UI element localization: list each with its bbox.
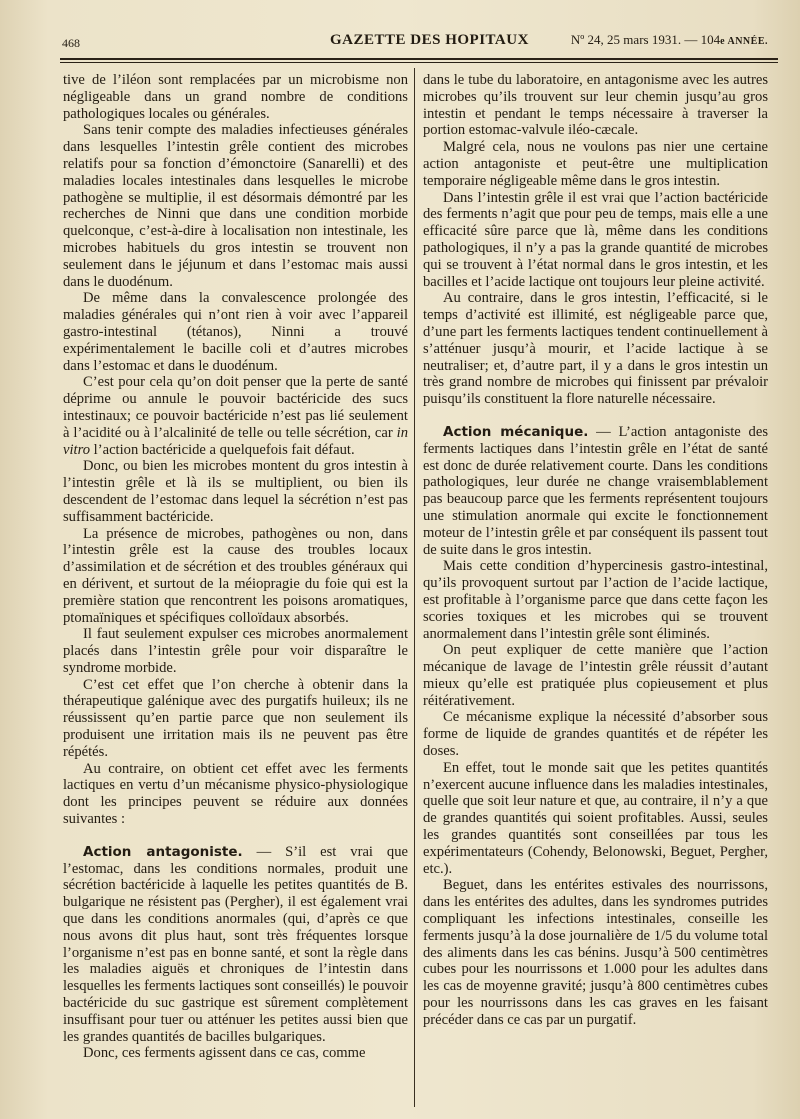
issue-info bbox=[571, 32, 768, 48]
paragraph: C’est cet effet que l’on cherche à obtenir dans la thérapeutique galénique avec des purgatifs huileux; ils ne réussissent qu’en partie parce que non seulement ils produisent une irritation mais ils ne peuvent pas être répétés. bbox=[63, 676, 408, 760]
issue-year-suffix: e ANNÉE. bbox=[720, 36, 768, 47]
issue-date: Nº 24, 25 mars 1931. — 104 bbox=[570, 32, 721, 47]
left-column bbox=[63, 72, 408, 1062]
header-rule-thin bbox=[60, 62, 778, 63]
section-paragraph bbox=[63, 844, 408, 1046]
header-rule-thick bbox=[60, 58, 778, 60]
paragraph: Donc, ou bien les microbes montent du gros intestin à l’intestin grêle et là ils se multiplient, ou bien ils descendent de l’estomac dans lequel la sécrétion n’est pas suffisamment bactéricide. bbox=[63, 458, 408, 525]
paragraph: Ce mécanisme explique la nécessité d’absorber sous forme de liquide de grandes quantités et de répéter les doses. bbox=[423, 709, 768, 760]
section-paragraph bbox=[423, 424, 768, 558]
page-number: 468 bbox=[62, 36, 80, 50]
right-column bbox=[423, 72, 768, 1029]
column-divider bbox=[414, 68, 415, 1107]
paragraph: tive de l’iléon sont remplacées par un microbisme non négligeable dans un grand nombre de conditions pathologiques locales ou générales. bbox=[63, 72, 408, 122]
paragraph: Sans tenir compte des maladies infectieuses générales dans lesquelles l’intestin grêle contient des microbes relatifs pour sa fonction d’émonctoire (Sanarelli) et des maladies locales intestinales dans lesquelles le microbe pathogène se multiplie, il est désormais démontré par les recherches de Ninni que dans une condition morbide quelconque, c’est-à-dire à localisation non intestinale, les microbes habituels du gros intestin se trouvent non seulement dans le jéjunum et dans l’estomac mais aussi dans le duodénum. bbox=[63, 122, 408, 290]
paragraph: Dans l’intestin grêle il est vrai que l’action bactéricide des ferments n’agit que pour peu de temps, mais elle a une efficacité sûre parce que là, même dans les conditions pathologiques, il n’y a pas la grande quantité de microbes qui se trouvent à l’état normal dans le gros intestin, et les bacilles et l’acide lactique ont toujours leur pleine activité. bbox=[423, 189, 768, 290]
paragraph: De même dans la convalescence prolongée des maladies générales qui n’ont rien à voir avec l’appareil gastro-intestinal (tétanos), Ninni a trouvé expérimentalement le bacille coli et d’autres microbes dans l’estomac et dans le duodénum. bbox=[63, 290, 408, 374]
paragraph: Il faut seulement expulser ces microbes anormalement placés dans l’intestin grêle pour voir disparaître le syndrome morbide. bbox=[63, 626, 408, 676]
paragraph: Mais cette condition d’hypercinesis gastro-intestinal, qu’ils provoquent surtout par l’action de l’acide lactique, est profitable à l’organisme parce que dans cette façon les scories toxiques et les microbes qui se trouvent anormalement dans l’intestin grêle sont éliminés. bbox=[423, 558, 768, 642]
italic-term: in vitro bbox=[63, 424, 408, 458]
paragraph: Malgré cela, nous ne voulons pas nier une certaine action antagoniste et peut-être une multiplication temporaire négligeable même dans le gros intestin. bbox=[423, 139, 768, 189]
paragraph: Au contraire, on obtient cet effet avec les ferments lactiques en vertu d’un mécanisme physico-physiologique dont les principes peuvent se réduire aux données suivantes : bbox=[63, 760, 408, 828]
section-title: Action antagoniste. bbox=[83, 843, 243, 860]
paragraph: Beguet, dans les entérites estivales des nourrissons, dans les entérites des adultes, dans les syndromes putrides compliquant les infections intestinales, conseille les ferments jusqu’à la dose journalière de 1/5 du volume total des aliments dans les cas bénins. Jusqu’à 500 centimètres cubes pour les nourrissons et 1.000 pour les adultes dans les cas de moyenne gravité; jusqu’à 800 centimètres cubes pour les nourrissons dans les cas graves en les faisant précéder dans ce cas par un purgatif. bbox=[423, 877, 768, 1028]
text-run: C’est pour cela qu’on doit penser que la perte de santé déprime ou annule le pouvoir bactéricide des sucs intestinaux; ce pouvoir bactéricide n’est pas lié seulement à l’acidité ou à l’alcalinité de telle ou telle sécrétion, car bbox=[63, 374, 408, 441]
paragraph: En effet, tout le monde sait que les petites quantités n’exercent aucune influence dans les maladies intestinales, quelle que soit leur nature et que, au contraire, il n’y a que de grandes quantités qui soient profitables. Aussi, seules les grandes quantités sont conseillées par tous les expérimentateurs (Cohendy, Belonowski, Beguet, Pergher, etc.). bbox=[423, 759, 768, 877]
paragraph: dans le tube du laboratoire, en antagonisme avec les autres microbes qu’ils trouvent sur leur chemin jusqu’au gros intestin et pendant le temps nécessaire à traverser la portion estomac-valvule iléo-cæcale. bbox=[423, 72, 768, 139]
page-header bbox=[62, 30, 778, 52]
text-run: l’action bactéricide a quelquefois fait défaut. bbox=[90, 441, 355, 458]
paragraph: Au contraire, dans le gros intestin, l’efficacité, si le temps d’activité est illimité, est négligeable parce que, d’une part les ferments lactiques tendent continuellement à s’atténuer jusqu’à mourir, et l’acide lactique à se neutraliser; et, d’autre part, il y a dans le gros intestin un très grand nombre de microbes qui finissent par prévaloir puisqu’ils constituent la flore naturelle nécessaire. bbox=[423, 290, 768, 408]
journal-title: GAZETTE DES HOPITAUX bbox=[330, 32, 529, 48]
paragraph: Donc, ces ferments agissent dans ce cas, comme bbox=[83, 1045, 366, 1062]
paragraph bbox=[63, 374, 408, 458]
section-text: — S’il est vrai que l’estomac, dans les conditions normales, produit une sécrétion bactéricide à laquelle les petites quantités de B. bulgarique ne résistent pas (Pergher), il est également vrai que dans les conditions anormales (qui, d’après ce que nous avons dit plus haut, sont très fréquentes lorsque l’organisme n’est pas en bonne santé, et sont la règle dans les maladies aiguës et chroniques de l’intestin dans lesquelles les ferments lactiques sont conseillés) le pouvoir bactéricide du suc gastrique est sûrement complètement insuffisant pour tuer ou atténuer les petites aussi bien que les grandes quantités de bacilles bulgariques. bbox=[63, 843, 408, 1045]
section-title: Action mécanique. bbox=[443, 423, 589, 440]
paragraph: On peut expliquer de cette manière que l’action mécanique de lavage de l’intestin grêle réussit d’autant mieux qu’elle est pratiquée plus copieusement et plus réitérativement. bbox=[423, 642, 768, 709]
section-text: — L’action antagoniste des ferments lactiques dans l’intestin grêle en l’état de santé est donc de durée relativement courte. Dans les conditions pathologiques, leur durée ne change vraisemblablement pas beaucoup parce que les ferments représentent toujours une stimulation anormale qui excite le fonctionnement moteur de l’intestin grêle et par conséquent ils passent tout de suite dans le gros intestin. bbox=[423, 423, 768, 558]
paragraph: La présence de microbes, pathogènes ou non, dans l’intestin grêle est la cause des troubles locaux d’assimilation et de sécrétion et des troubles généraux qui en dérivent, et surtout de la méiopragie du foie qui est la première station que rencontrent les poisons aromatiques, ptomaïniques et spécifiques colloïdaux absorbés. bbox=[63, 525, 408, 626]
